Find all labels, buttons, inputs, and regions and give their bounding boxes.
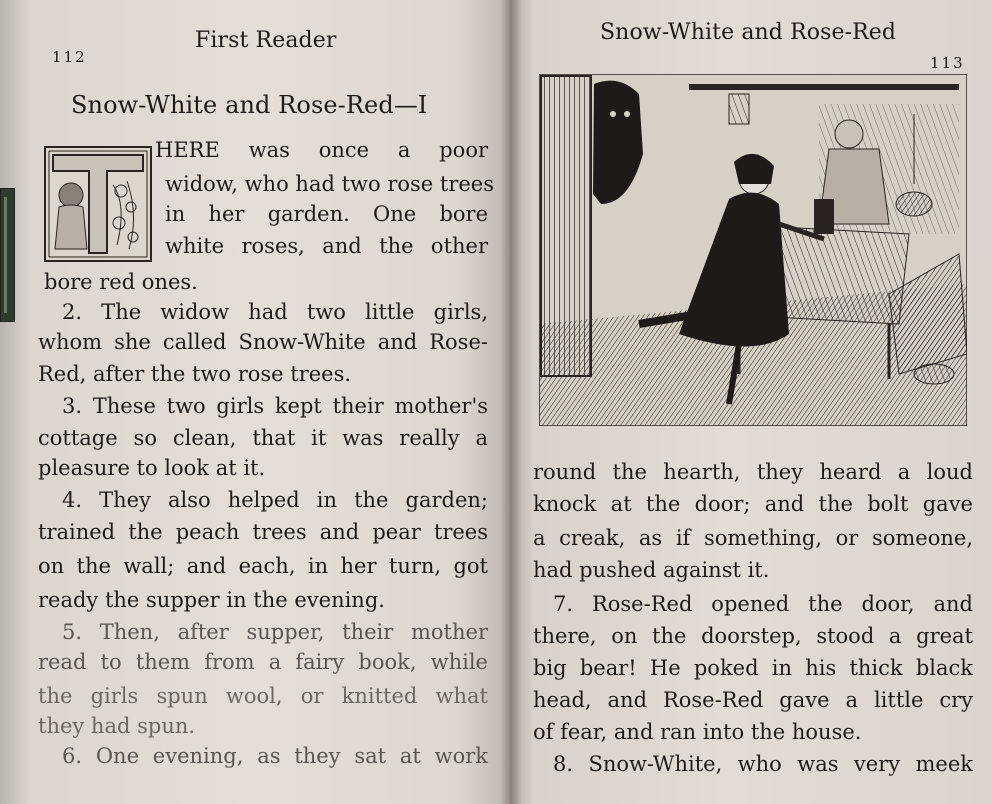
text-line: cottage so clean, that it was really a [38, 426, 488, 450]
text-line: a creak, as if something, or someone, [533, 526, 973, 550]
right-page-number: 113 [930, 54, 965, 72]
left-page-number: 112 [52, 48, 87, 66]
text-line: 8. Snow-White, who was very meek [553, 752, 973, 776]
text-line: 2. The widow had two little girls, [62, 300, 488, 324]
book-gutter [500, 0, 522, 804]
text-line: ready the supper in the evening. [38, 588, 385, 612]
text-line: 7. Rose-Red opened the door, and [553, 592, 973, 616]
text-line: widow, who had two rose trees [165, 172, 494, 196]
text-line: whom she called Snow-White and Rose- [38, 330, 488, 354]
text-line: on the wall; and each, in her turn, got [38, 554, 488, 578]
decorated-initial-t-icon [43, 145, 153, 263]
bear-at-door-illustration-icon [539, 74, 967, 426]
text-line: read to them from a fairy book, while [38, 650, 488, 674]
text-line: there, on the doorstep, stood a great [533, 624, 973, 648]
text-line: had pushed against it. [533, 558, 770, 582]
text-line: trained the peach trees and pear trees [38, 520, 488, 544]
text-line: 5. Then, after supper, their mother [62, 620, 488, 644]
bookmark-ribbon [0, 188, 15, 322]
text-line: 6. One evening, as they sat at work [62, 744, 488, 768]
text-line: pleasure to look at it. [38, 456, 266, 480]
chapter-title: Snow-White and Rose-Red—I [71, 91, 428, 119]
text-line: big bear! He poked in his thick black [533, 656, 973, 680]
text-line: knock at the door; and the bolt gave [533, 492, 973, 516]
text-line: bore red ones. [44, 270, 198, 294]
text-line: 4. They also helped in the garden; [62, 488, 488, 512]
text-line: Red, after the two rose trees. [38, 362, 352, 386]
text-line: HERE was once a poor [155, 138, 488, 162]
text-line: white roses, and the other [165, 234, 488, 258]
left-running-head: First Reader [195, 28, 337, 53]
text-line: the girls spun wool, or knitted what [38, 684, 488, 708]
text-line: of fear, and ran into the house. [533, 720, 862, 744]
text-line: round the hearth, they heard a loud [533, 460, 973, 484]
text-line: in her garden. One bore [165, 202, 488, 226]
text-line: 3. These two girls kept their mother's [62, 394, 488, 418]
text-line: they had spun. [38, 714, 196, 738]
text-line: head, and Rose-Red gave a little cry [533, 688, 973, 712]
right-running-head: Snow-White and Rose-Red [600, 20, 897, 45]
